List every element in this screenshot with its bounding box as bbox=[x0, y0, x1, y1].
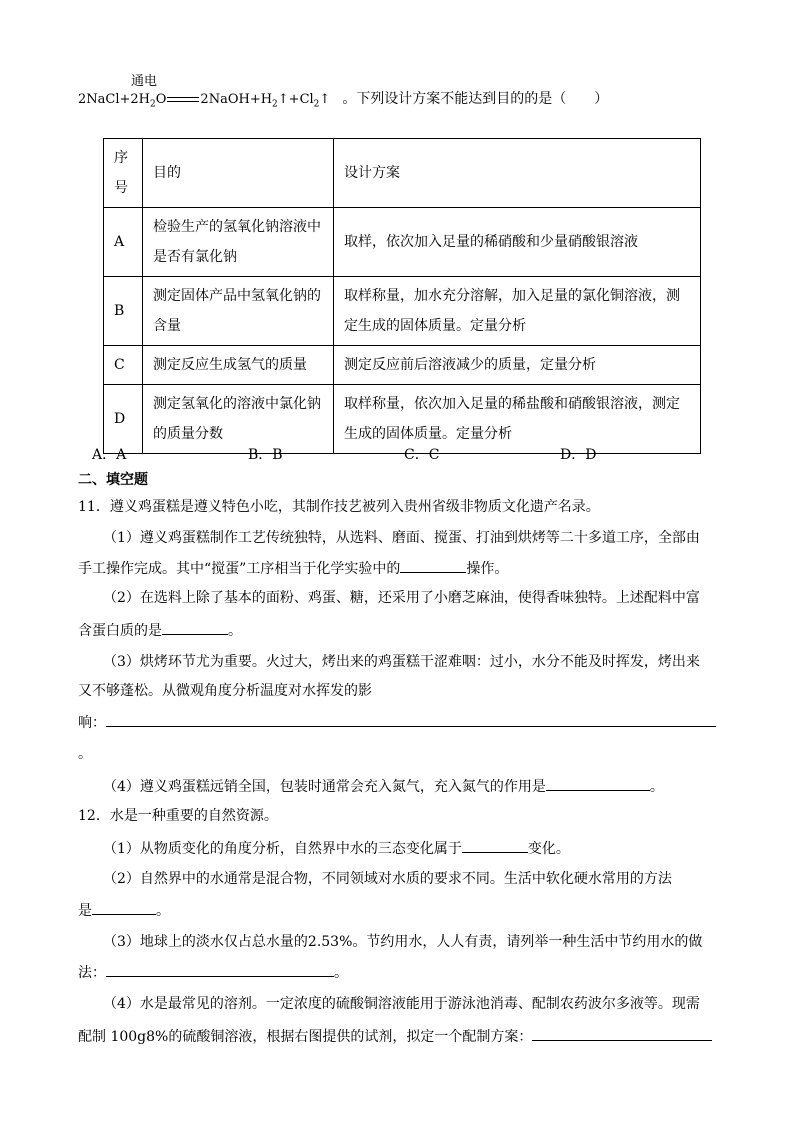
subscript: 2 bbox=[313, 99, 320, 110]
q11-p3-end: 。 bbox=[78, 746, 92, 762]
row-purpose: 测定固体产品中氢氧化钠的含量 bbox=[143, 277, 334, 346]
choice-a[interactable]: A．A bbox=[92, 447, 127, 463]
q12-p4-text: 配制 100g8%的硫酸铜溶液，根据右图提供的试剂，拟定一个配制方案： bbox=[78, 1029, 533, 1045]
answer-blank[interactable] bbox=[106, 962, 334, 977]
q11-p2-tail: 。 bbox=[228, 623, 242, 639]
q12-p4-line2 bbox=[78, 1026, 712, 1047]
table-row bbox=[104, 277, 701, 346]
q12-p3-text: 法： bbox=[78, 965, 106, 981]
equation-rhs: ↑ bbox=[319, 92, 331, 107]
chemical-equation bbox=[78, 74, 609, 110]
answer-blank[interactable] bbox=[92, 900, 156, 915]
subscript: 2 bbox=[150, 99, 156, 110]
equation-lhs: 2NaCl+2H bbox=[78, 92, 151, 107]
q12-p2-tail: 。 bbox=[156, 903, 170, 919]
table-row bbox=[104, 208, 701, 277]
choice-b[interactable]: B．B bbox=[248, 447, 283, 463]
q11-p3-text: 响： bbox=[78, 715, 106, 731]
answer-blank[interactable] bbox=[106, 712, 716, 727]
answer-blank[interactable] bbox=[162, 620, 228, 635]
q11-p1-text: 手工操作完成。其中“搅蛋”工序相当于化学实验中的 bbox=[78, 561, 401, 577]
q12-p4-line1: （4）水是最常见的溶剂。一定浓度的硫酸铜溶液能用于游泳池消毒、配制农药波尔多液等。现需 bbox=[103, 996, 700, 1012]
choice-d[interactable]: D．D bbox=[560, 447, 597, 463]
q11-p1-line1: （1）遵义鸡蛋糕制作工艺传统独特，从选料、磨面、搅蛋、打油到烘烤等二十多道工序，全部由 bbox=[103, 530, 700, 546]
design-table bbox=[103, 138, 701, 454]
row-id: B bbox=[104, 277, 143, 346]
row-purpose: 检验生产的氢氧化钠溶液中是否有氯化钠 bbox=[143, 208, 334, 277]
q12-p1-text: （1）从物质变化的角度分析，自然界中水的三态变化属于 bbox=[103, 841, 462, 857]
q12-p2-text: 是 bbox=[78, 903, 92, 919]
equals-sign bbox=[167, 97, 199, 102]
row-plan: 取样称量，加水充分溶解，加入足量的氯化铜溶液，测定生成的固体质量。定量分析 bbox=[334, 277, 701, 346]
q12-p2-line2 bbox=[78, 900, 170, 921]
q12-p3-line1: （3）地球上的淡水仅占总水量的2.53%。节约用水，人人有责，请列举一种生活中节约用水的做 bbox=[103, 934, 703, 950]
row-purpose: 测定氢氧化的溶液中氯化钠的质量分数 bbox=[143, 385, 334, 454]
q12-p3-tail: 。 bbox=[334, 965, 348, 981]
q12-stem: 12．水是一种重要的自然资源。 bbox=[78, 808, 278, 824]
q11-p4 bbox=[103, 776, 664, 797]
equation-rhs: 2NaOH+H bbox=[200, 92, 273, 107]
q12-p3-line2 bbox=[78, 962, 348, 983]
row-id: D bbox=[104, 385, 143, 454]
q12-p1-tail: 变化。 bbox=[527, 841, 570, 857]
reaction-condition: 通电 bbox=[131, 74, 158, 89]
q11-stem: 11．遵义鸡蛋糕是遵义特色小吃，其制作技艺被列入贵州省级非物质文化遗产名录。 bbox=[78, 499, 600, 515]
equation-rhs: ↑+Cl bbox=[277, 92, 314, 107]
q11-p4-text: （4）遵义鸡蛋糕远销全国，包装时通常会充入氮气，充入氮气的作用是 bbox=[103, 779, 546, 795]
table-row bbox=[104, 346, 701, 385]
row-id: C bbox=[104, 346, 143, 385]
row-plan: 取样，依次加入足量的稀硝酸和少量硝酸银溶液 bbox=[334, 208, 701, 277]
q11-p2-line2 bbox=[78, 620, 242, 641]
q12-p1 bbox=[103, 838, 570, 859]
header-id: 序号 bbox=[104, 139, 143, 208]
table-row bbox=[104, 385, 701, 454]
answer-blank[interactable] bbox=[400, 558, 466, 573]
equation-lhs-tail: O bbox=[155, 92, 167, 107]
q11-p4-tail: 。 bbox=[649, 779, 664, 795]
header-purpose: 目的 bbox=[143, 139, 334, 208]
row-plan: 测定反应前后溶液减少的质量，定量分析 bbox=[334, 346, 701, 385]
row-plan: 取样称量，依次加入足量的稀盐酸和硝酸银溶液，测定生成的固体质量。定量分析 bbox=[334, 385, 701, 454]
section-heading: 二、填空题 bbox=[78, 472, 148, 488]
subscript: 2 bbox=[272, 99, 278, 110]
q11-p1-tail: 操作。 bbox=[466, 561, 509, 577]
header-plan: 设计方案 bbox=[334, 139, 701, 208]
answer-blank[interactable] bbox=[546, 776, 650, 791]
answer-blank[interactable] bbox=[462, 838, 528, 853]
table-header-row bbox=[104, 139, 701, 208]
q11-p2-text: 含蛋白质的是 bbox=[78, 623, 162, 639]
question-text: 。下列设计方案不能达到目的的是（ ） bbox=[342, 91, 609, 107]
row-purpose: 测定反应生成氢气的质量 bbox=[143, 346, 334, 385]
q11-p3-line3 bbox=[78, 712, 716, 733]
answer-blank[interactable] bbox=[532, 1026, 712, 1041]
q11-p1-line2 bbox=[78, 558, 508, 579]
choice-c[interactable]: C．C bbox=[404, 447, 440, 463]
q11-p3-line2: 又不够蓬松。从微观角度分析温度对水挥发的影 bbox=[78, 683, 372, 699]
q12-p2-line1: （2）自然界中的水通常是混合物，不同领域对水质的要求不同。生活中软化硬水常用的方法 bbox=[103, 871, 672, 887]
q11-p2-line1: （2）在选料上除了基本的面粉、鸡蛋、糖，还采用了小磨芝麻油，使得香味独特。上述配料中富 bbox=[103, 590, 700, 606]
q11-p3-line1: （3）烘烤环节尤为重要。火过大，烤出来的鸡蛋糕干涩难咽：过小，水分不能及时挥发，烤出来 bbox=[103, 654, 700, 670]
row-id: A bbox=[104, 208, 143, 277]
